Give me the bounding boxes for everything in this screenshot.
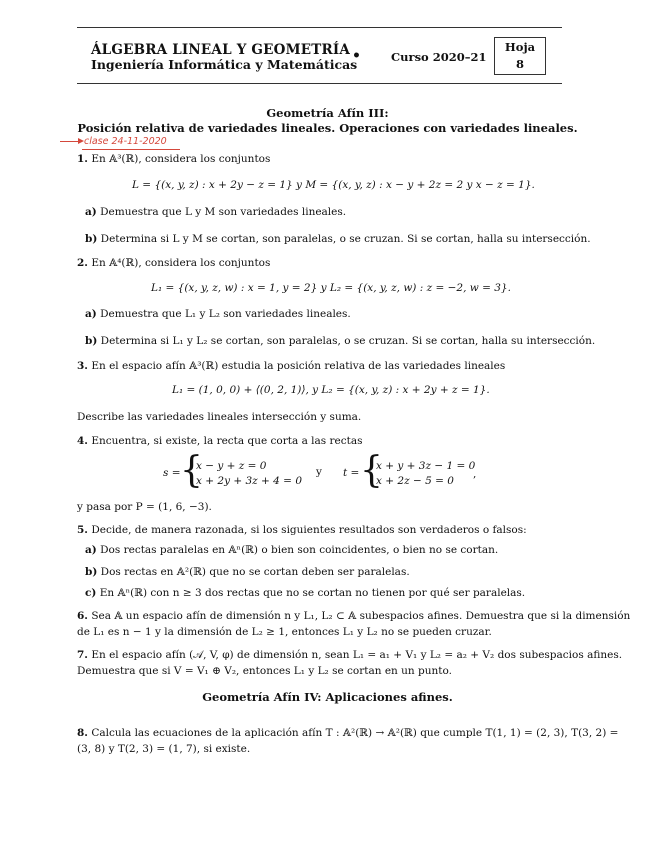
exercise-1-statement: [77, 152, 270, 166]
exercise-4-number: 4.: [77, 435, 88, 447]
exercise-2a-text: Demuestra que L₁ y L₂ son variedades lineales.: [100, 308, 351, 320]
exercise-1a-text: Demuestra que L y M son variedades lineales.: [100, 206, 347, 218]
exercise-6-line-1: [77, 609, 630, 623]
handwritten-underline: [82, 149, 180, 150]
exercise-8-line-1: [77, 726, 618, 740]
exercise-2a: [85, 308, 351, 320]
sheet-box: [494, 37, 546, 75]
exercise-3-display-equation: L₁ = (1, 0, 0) + ⟨(0, 2, 1)⟩, y L₂ = {(x, y, z) : x + 2y + z = 1}.: [172, 384, 490, 396]
course-title: ÁLGEBRA LINEAL Y GEOMETRÍA: [91, 42, 351, 58]
exercise-3-number: 3.: [77, 360, 88, 372]
exercise-2a-label: a): [85, 308, 97, 320]
system-comma: ,: [473, 468, 477, 480]
exercise-4-followup: y pasa por P = (1, 6, −3).: [77, 501, 212, 513]
exercise-3-followup: Describe las variedades lineales intersección y suma.: [77, 411, 362, 423]
exercise-1b-label: b): [85, 233, 98, 245]
exercise-2-display-equation: L₁ = {(x, y, z, w) : x = 1, y = 2} y L₂ = {(x, y, z, w) : z = −2, w = 3}.: [151, 282, 511, 294]
exercise-1b: [85, 233, 591, 245]
line-t-label: t =: [343, 467, 360, 479]
sheet-number: 8: [515, 57, 524, 71]
section-subtitle: Posición relativa de variedades lineales. Operaciones con variedades lineales.: [77, 121, 578, 135]
exercise-6-number: 6.: [77, 610, 88, 622]
exercise-8-text-1: Calcula las ecuaciones de la aplicación afín T : 𝔸²(ℝ) → 𝔸²(ℝ) que cumple T(1, 1) = (2, 3), T(3, 2) =: [91, 727, 619, 739]
sheet-label: Hoja: [504, 40, 536, 54]
exercise-1a: [85, 206, 346, 218]
exercise-1a-label: a): [85, 206, 97, 218]
exercise-7-line-1: [77, 648, 622, 662]
conjunction-y: y: [316, 466, 322, 478]
exercise-2b: [85, 335, 595, 347]
line-t-equation-1: x + y + 3z − 1 = 0: [376, 460, 476, 472]
section-2-title: Geometría Afín IV: Aplicaciones afines.: [202, 690, 453, 704]
exercise-5-statement: [77, 523, 527, 537]
exercise-2b-label: b): [85, 335, 98, 347]
exercise-1-number: 1.: [77, 153, 88, 165]
exercise-5c-text: En 𝔸ⁿ(ℝ) con n ≥ 3 dos rectas que no se cortan no tienen por qué ser paralelas.: [99, 587, 526, 599]
exercise-5c-label: c): [85, 587, 97, 599]
exercise-7-text-1: En el espacio afín (𝒜, V, φ) de dimensión n, sean L₁ = a₁ + V₁ y L₂ = a₂ + V₂ dos subespacios afines.: [91, 649, 623, 661]
exercise-6-text-1: Sea 𝔸 un espacio afín de dimensión n y L₁, L₂ ⊂ 𝔸 subespacios afines. Demuestra que si la dimensión: [91, 610, 631, 622]
exercise-5-number: 5.: [77, 524, 88, 536]
academic-year: Curso 2020–21: [391, 50, 487, 64]
degree-subtitle: Ingeniería Informática y Matemáticas: [91, 57, 358, 72]
exercise-5b-label: b): [85, 566, 98, 578]
left-brace-t: {: [360, 450, 383, 491]
exercise-1-display-equation: L = {(x, y, z) : x + 2y − z = 1} y M = {(x, y, z) : x − y + 2z = 2 y x − z = 1}.: [132, 179, 535, 191]
exercise-8-line-2: (3, 8) y T(2, 3) = (1, 7), si existe.: [77, 743, 251, 755]
section-title: Geometría Afín III:: [266, 106, 389, 120]
exercise-6-line-2: de L₁ es n − 1 y la dimensión de L₂ ≥ 1, entonces L₁ y L₂ no se pueden cruzar.: [77, 626, 492, 638]
line-s-label: s =: [163, 467, 181, 479]
exercise-2-text: En 𝔸⁴(ℝ), considera los conjuntos: [91, 257, 271, 269]
header-bullet: •: [352, 48, 361, 64]
exercise-3-statement: [77, 359, 505, 373]
line-s-equation-2: x + 2y + 3z + 4 = 0: [196, 475, 302, 487]
exercise-4-statement: [77, 434, 363, 448]
exercise-5-text: Decide, de manera razonada, si los siguientes resultados son verdaderos o falsos:: [91, 524, 527, 536]
exercise-3-text: En el espacio afín 𝔸³(ℝ) estudia la posición relativa de las variedades lineales: [91, 360, 506, 372]
exercise-1b-text: Determina si L y M se cortan, son paralelas, o se cruzan. Si se cortan, halla su intersección.: [100, 233, 591, 245]
exercise-7-number: 7.: [77, 649, 88, 661]
exercise-5a: [85, 544, 498, 556]
exercise-2-number: 2.: [77, 257, 88, 269]
handwritten-arrow-icon: [60, 141, 82, 142]
exercise-5c: [85, 587, 525, 599]
exercise-5a-text: Dos rectas paralelas en 𝔸ⁿ(ℝ) o bien son coincidentes, o bien no se cortan.: [100, 544, 499, 556]
exercise-5b: [85, 566, 410, 578]
exercise-2b-text: Determina si L₁ y L₂ se cortan, son paralelas, o se cruzan. Si se cortan, halla su intersección.: [100, 335, 596, 347]
handwritten-date-note: clase 24-11-2020: [84, 136, 167, 147]
header-bottom-rule: [77, 83, 562, 84]
left-brace-s: {: [180, 450, 203, 491]
exercise-4-text: Encuentra, si existe, la recta que corta a las rectas: [91, 435, 363, 447]
exercise-2-statement: [77, 256, 270, 270]
exercise-7-line-2: Demuestra que si V = V₁ ⊕ V₂, entonces L₁ y L₂ se cortan en un punto.: [77, 665, 452, 677]
exercise-5b-text: Dos rectas en 𝔸²(ℝ) que no se cortan deben ser paralelas.: [100, 566, 410, 578]
exercise-8-number: 8.: [77, 727, 88, 739]
exercise-5a-label: a): [85, 544, 97, 556]
exercise-1-text: En 𝔸³(ℝ), considera los conjuntos: [91, 153, 271, 165]
header-top-rule: [77, 27, 562, 28]
line-t-equation-2: x + 2z − 5 = 0: [376, 475, 454, 487]
line-s-equation-1: x − y + z = 0: [196, 460, 267, 472]
